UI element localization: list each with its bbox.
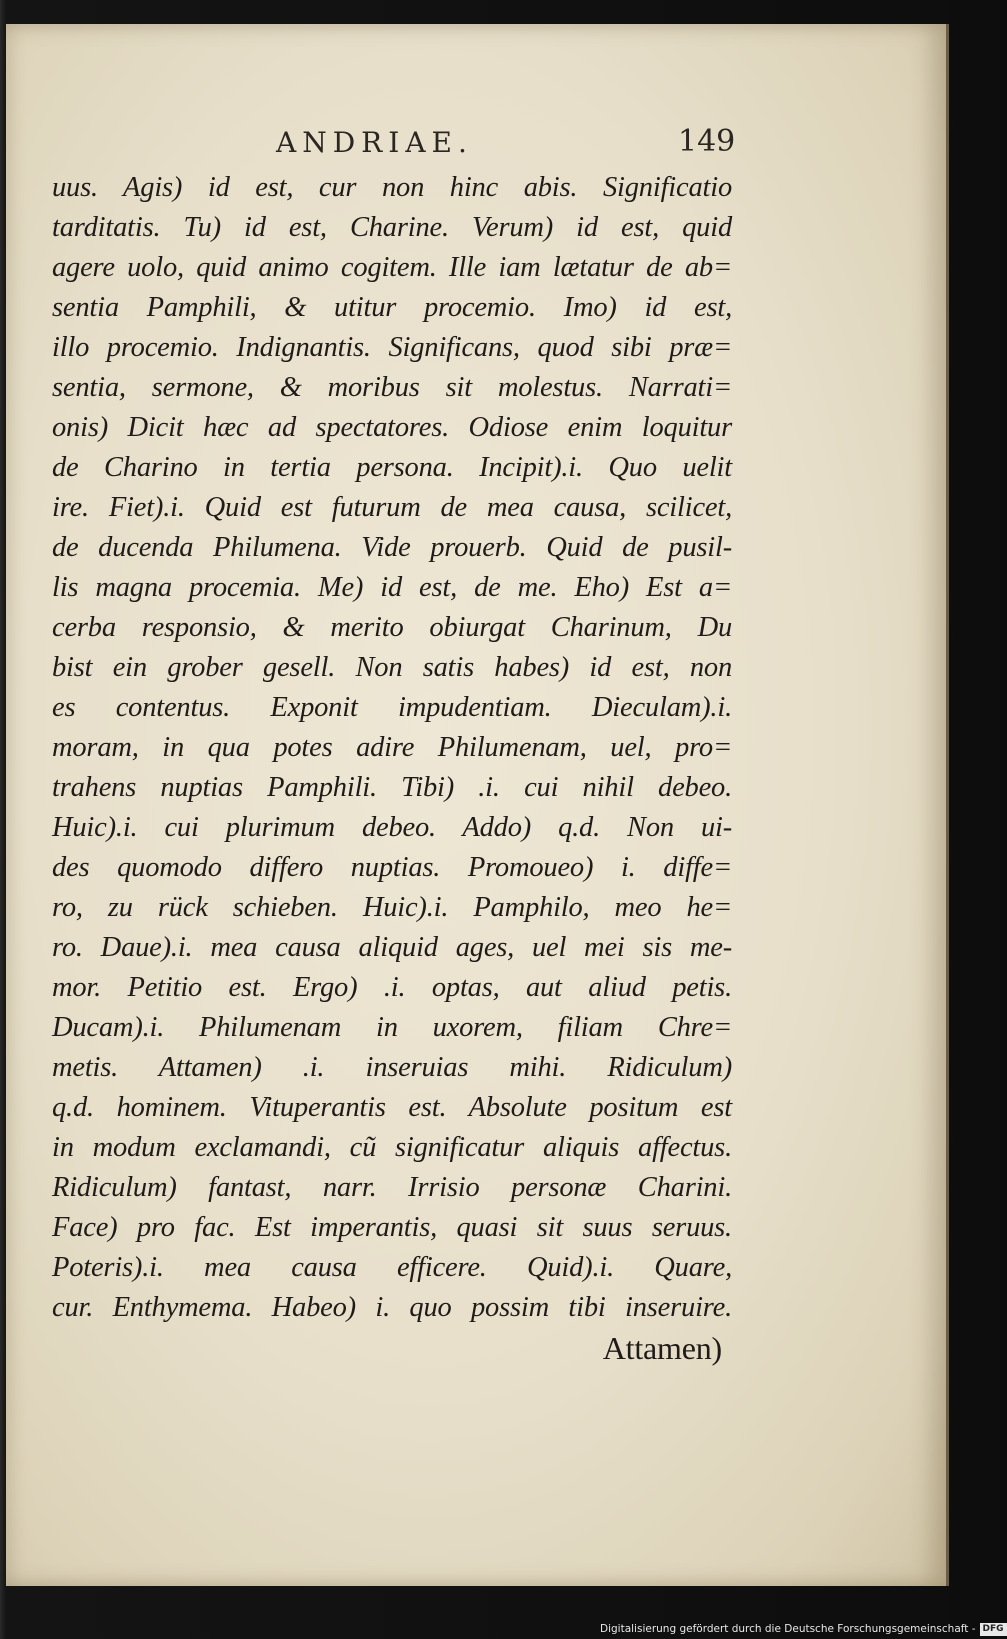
text-line: in modum exclamandi, cũ significatur aliquis affectus.	[52, 1132, 732, 1163]
text-line: Ridiculum) fantast, narr. Irrisio personæ Charini.	[52, 1172, 732, 1203]
commentary-text	[52, 168, 732, 1368]
text-line: moram, in qua potes adire Philumenam, uel, pro=	[52, 732, 732, 763]
text-line: lis magna procemia. Me) id est, de me. Eho) Est a=	[52, 572, 732, 603]
text-line: ire. Fiet).i. Quid est futurum de mea causa, scilicet,	[52, 492, 732, 523]
credit-text: Digitalisierung gefördert durch die Deutsche Forschungsgemeinschaft -	[600, 1623, 976, 1635]
dfg-logo: DFG	[980, 1623, 1007, 1636]
text-line: metis. Attamen) .i. inseruias mihi. Ridiculum)	[52, 1052, 732, 1083]
text-line: onis) Dicit hæc ad spectatores. Odiose enim loquitur	[52, 412, 732, 443]
text-line: illo procemio. Indignantis. Significans, quod sibi præ=	[52, 332, 732, 363]
text-line: Ducam).i. Philumenam in uxorem, filiam Chre=	[52, 1012, 732, 1043]
catchword: Attamen)	[602, 1330, 722, 1366]
text-line: des quomodo differo nuptias. Promoueo) i. diffe=	[52, 852, 732, 883]
page-number: 149	[678, 124, 736, 159]
text-line: q.d. hominem. Vituperantis est. Absolute positum est	[52, 1092, 732, 1123]
digitization-credit	[600, 1620, 1004, 1638]
text-line: ro. Daue).i. mea causa aliquid ages, uel mei sis me-	[52, 932, 732, 963]
text-line: bist ein grober gesell. Non satis habes) id est, non	[52, 652, 732, 683]
text-line: trahens nuptias Pamphili. Tibi) .i. cui nihil debeo.	[52, 772, 732, 803]
text-line: ro, zu rück schieben. Huic).i. Pamphilo, meo he=	[52, 892, 732, 923]
text-line: de Charino in tertia persona. Incipit).i. Quo uelit	[52, 452, 732, 483]
text-line: sentia Pamphili, & utitur procemio. Imo) id est,	[52, 292, 732, 323]
text-line: mor. Petitio est. Ergo) .i. optas, aut aliud petis.	[52, 972, 732, 1003]
text-line: Poteris).i. mea causa efficere. Quid).i. Quare,	[52, 1252, 732, 1283]
running-head: ANDRIAE.	[276, 126, 473, 159]
text-line: Huic).i. cui plurimum debeo. Addo) q.d. Non ui-	[52, 812, 732, 843]
text-line: sentia, sermone, & moribus sit molestus. Narrati=	[52, 372, 732, 403]
text-line: agere uolo, quid animo cogitem. Ille iam lætatur de ab=	[52, 252, 732, 283]
text-line: de ducenda Philumena. Vide prouerb. Quid de pusil-	[52, 532, 732, 563]
text-line: cerba responsio, & merito obiurgat Charinum, Du	[52, 612, 732, 643]
text-line: Face) pro fac. Est imperantis, quasi sit suus seruus.	[52, 1212, 732, 1243]
text-line: cur. Enthymema. Habeo) i. quo possim tibi inseruire.	[52, 1292, 732, 1323]
text-line: tarditatis. Tu) id est, Charine. Verum) id est, quid	[52, 212, 732, 243]
book-page	[6, 24, 949, 1586]
text-line: uus. Agis) id est, cur non hinc abis. Significatio	[52, 172, 732, 203]
text-line: es contentus. Exponit impudentiam. Dieculam).i.	[52, 692, 732, 723]
